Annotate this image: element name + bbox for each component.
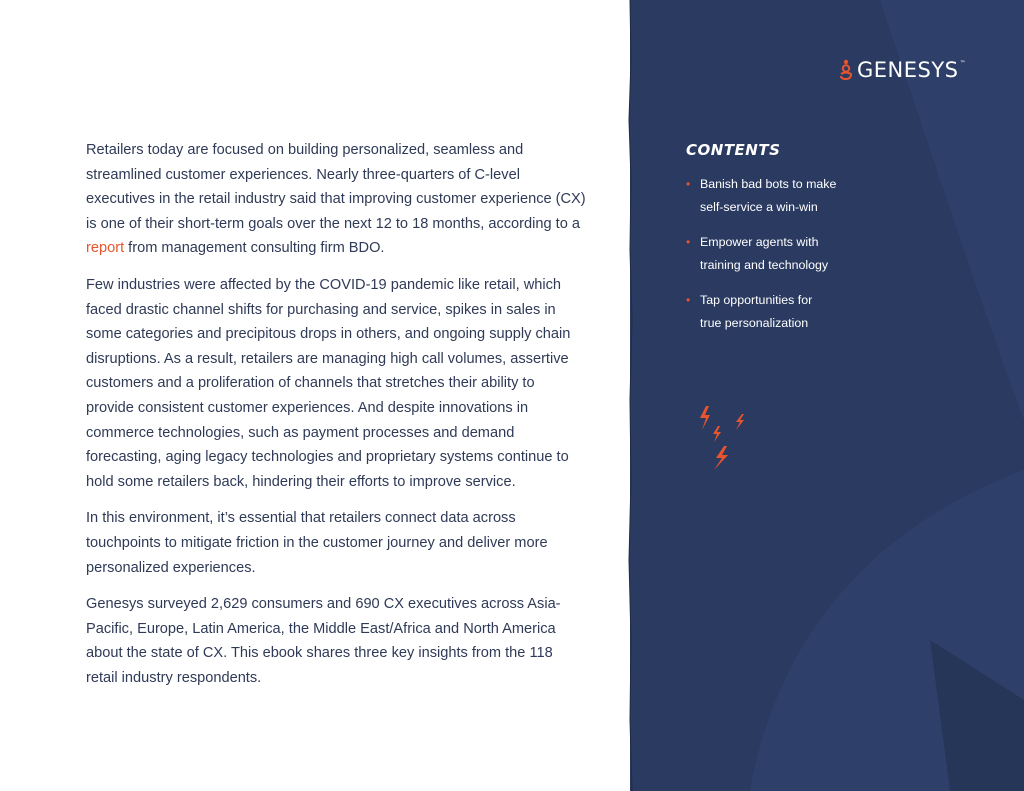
report-link[interactable]: report — [86, 240, 125, 257]
contents-item-line: Empower agents with — [700, 234, 819, 249]
contents-item-personalization[interactable] — [686, 289, 886, 336]
paragraph-intro-start: Retailers today are focused on building personalized, seamless and streamlined customer experiences. Nearly three-quarters of C-level executives in the retail industry said that improving customer experience (CX) is one of their short-term goals over the next 12 to 18 months, according to a — [86, 142, 586, 232]
paragraph-environment: In this environment, it’s essential that retailers connect data across touchpoints to mitigate friction in the customer journey and deliver more personalized experiences. — [86, 510, 548, 576]
contents-list — [686, 173, 886, 346]
trademark-symbol: ™ — [959, 60, 966, 67]
bullet-icon: • — [686, 234, 691, 249]
contents-heading: CONTENTS — [686, 141, 781, 159]
bullet-icon: • — [686, 177, 691, 191]
contents-item-line: self-service a win-win — [700, 200, 818, 215]
body-text — [86, 138, 586, 702]
contents-item-line: Tap opportunities for — [700, 292, 813, 307]
contents-item-line: Banish bad bots to make — [700, 177, 837, 191]
brand-name: GENESYS — [856, 58, 959, 82]
lightning-bolts-icon — [696, 404, 756, 474]
contents-item-line: training and technology — [700, 258, 829, 273]
contents-item-agents[interactable] — [686, 231, 886, 278]
paragraph-survey: Genesys surveyed 2,629 consumers and 690 CX executives across Asia-Pacific, Europe, Latin America, the Middle East/Africa and North America about the state of CX. This ebook shares three key insights from the 118 retail industry respondents. — [86, 596, 561, 686]
genesys-wordmark — [857, 58, 966, 82]
contents-item-bots[interactable] — [686, 173, 886, 220]
bullet-icon: • — [686, 292, 691, 307]
panel-background-shapes — [630, 0, 1024, 791]
torn-edge-divider — [626, 0, 636, 791]
genesys-logo — [839, 58, 966, 82]
genesys-logo-icon — [839, 59, 853, 81]
paragraph-covid: Few industries were affected by the COVID-19 pandemic like retail, which faced drastic channel shifts for purchasing and service, spikes in sales in some categories and precipitous drops in others, and ongoing supply chain disruptions. As a result, retailers are managing high call volumes, assertive customers and a proliferation of channels that stretches their ability to provide consistent customer experiences. And despite innovations in commerce technologies, such as payment processes and demand forecasting, aging legacy technologies and proprietary systems continue to hold some retailers back, hindering their efforts to improve service. — [86, 276, 571, 490]
paragraph-intro — [86, 138, 586, 261]
paragraph-intro-end: from management consulting firm BDO. — [124, 240, 385, 257]
sidebar-panel — [630, 0, 1024, 791]
contents-item-line: true personalization — [700, 316, 809, 331]
